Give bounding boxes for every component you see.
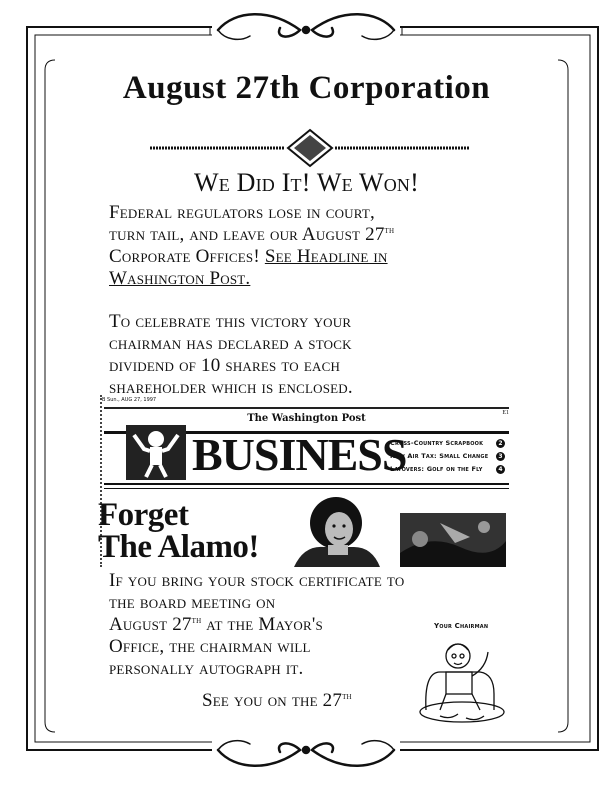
teaser-item [390, 437, 505, 450]
chairman-cartoon [410, 632, 506, 724]
newspaper-clipping [86, 395, 518, 567]
top-scroll-ornament [218, 14, 394, 39]
headline-reference: Washington Post. [109, 268, 251, 289]
portrait-photo [284, 495, 384, 567]
page-marker: E1 [502, 410, 509, 416]
story-headline-line: Forget [98, 497, 189, 533]
bottom-scroll-ornament [218, 741, 394, 766]
masthead: The Washington Post [247, 413, 366, 424]
scene-photo [400, 513, 506, 567]
paragraph-dividend [109, 311, 529, 399]
paragraph-text: Corporate Offices! [109, 246, 265, 267]
headline: We Did It! We Won! [193, 168, 419, 197]
teaser-item [390, 450, 505, 463]
clipping-date: B Sun., AUG 27, 1997 [102, 397, 157, 403]
teaser-item [390, 463, 505, 476]
section-rule [104, 483, 509, 489]
teaser-list [390, 437, 505, 476]
signoff-text: See you on the 27 [202, 690, 343, 711]
story-headline-line: The Alamo! [98, 529, 259, 565]
paragraph-line: Office, the chairman will [109, 636, 311, 657]
paragraph-line: Federal regulators lose in court, [109, 202, 375, 223]
paragraph-line: the board meeting on [109, 592, 276, 613]
superscript: th [384, 225, 395, 236]
paragraph-line [109, 246, 529, 268]
superscript: th [342, 691, 352, 702]
teaser-text: Layovers: Golf on the Fly [390, 465, 483, 473]
teaser-page-badge: 4 [496, 465, 505, 474]
paragraph-line: chairman has declared a stock [109, 333, 352, 354]
paragraph-text: at the Mayor's [201, 614, 323, 635]
paragraph-line [109, 224, 529, 246]
business-section-logo [126, 425, 186, 480]
page-title: August 27th Corporation [122, 70, 491, 106]
paragraph-line: personally autograph it. [109, 658, 304, 679]
paragraph-text: August 27 [109, 614, 192, 635]
teaser-page-badge: 2 [496, 439, 505, 448]
signoff [202, 690, 352, 712]
paragraph-text: turn tail, and leave our August 27 [109, 224, 385, 245]
headline-reference: See Headline in [264, 246, 388, 267]
teaser-text: Cross-Country Scrapbook [390, 439, 484, 447]
superscript: th [191, 615, 202, 626]
paragraph-victory [109, 202, 529, 290]
diamond-divider [150, 128, 470, 168]
paragraph-line: shareholder which is enclosed. [109, 377, 353, 398]
section-title: BUSINESS [192, 429, 407, 480]
teaser-page-badge: 3 [496, 452, 505, 461]
paragraph-line: To celebrate this victory your [109, 311, 352, 332]
story-headline [98, 499, 259, 563]
paragraph-line: If you bring your stock certificate to [109, 570, 405, 591]
cartoon-caption: Your Chairman [434, 622, 489, 630]
paragraph-line: dividend of 10 shares to each [109, 355, 341, 376]
teaser-text: New Air Tax: Small Change [390, 452, 489, 460]
